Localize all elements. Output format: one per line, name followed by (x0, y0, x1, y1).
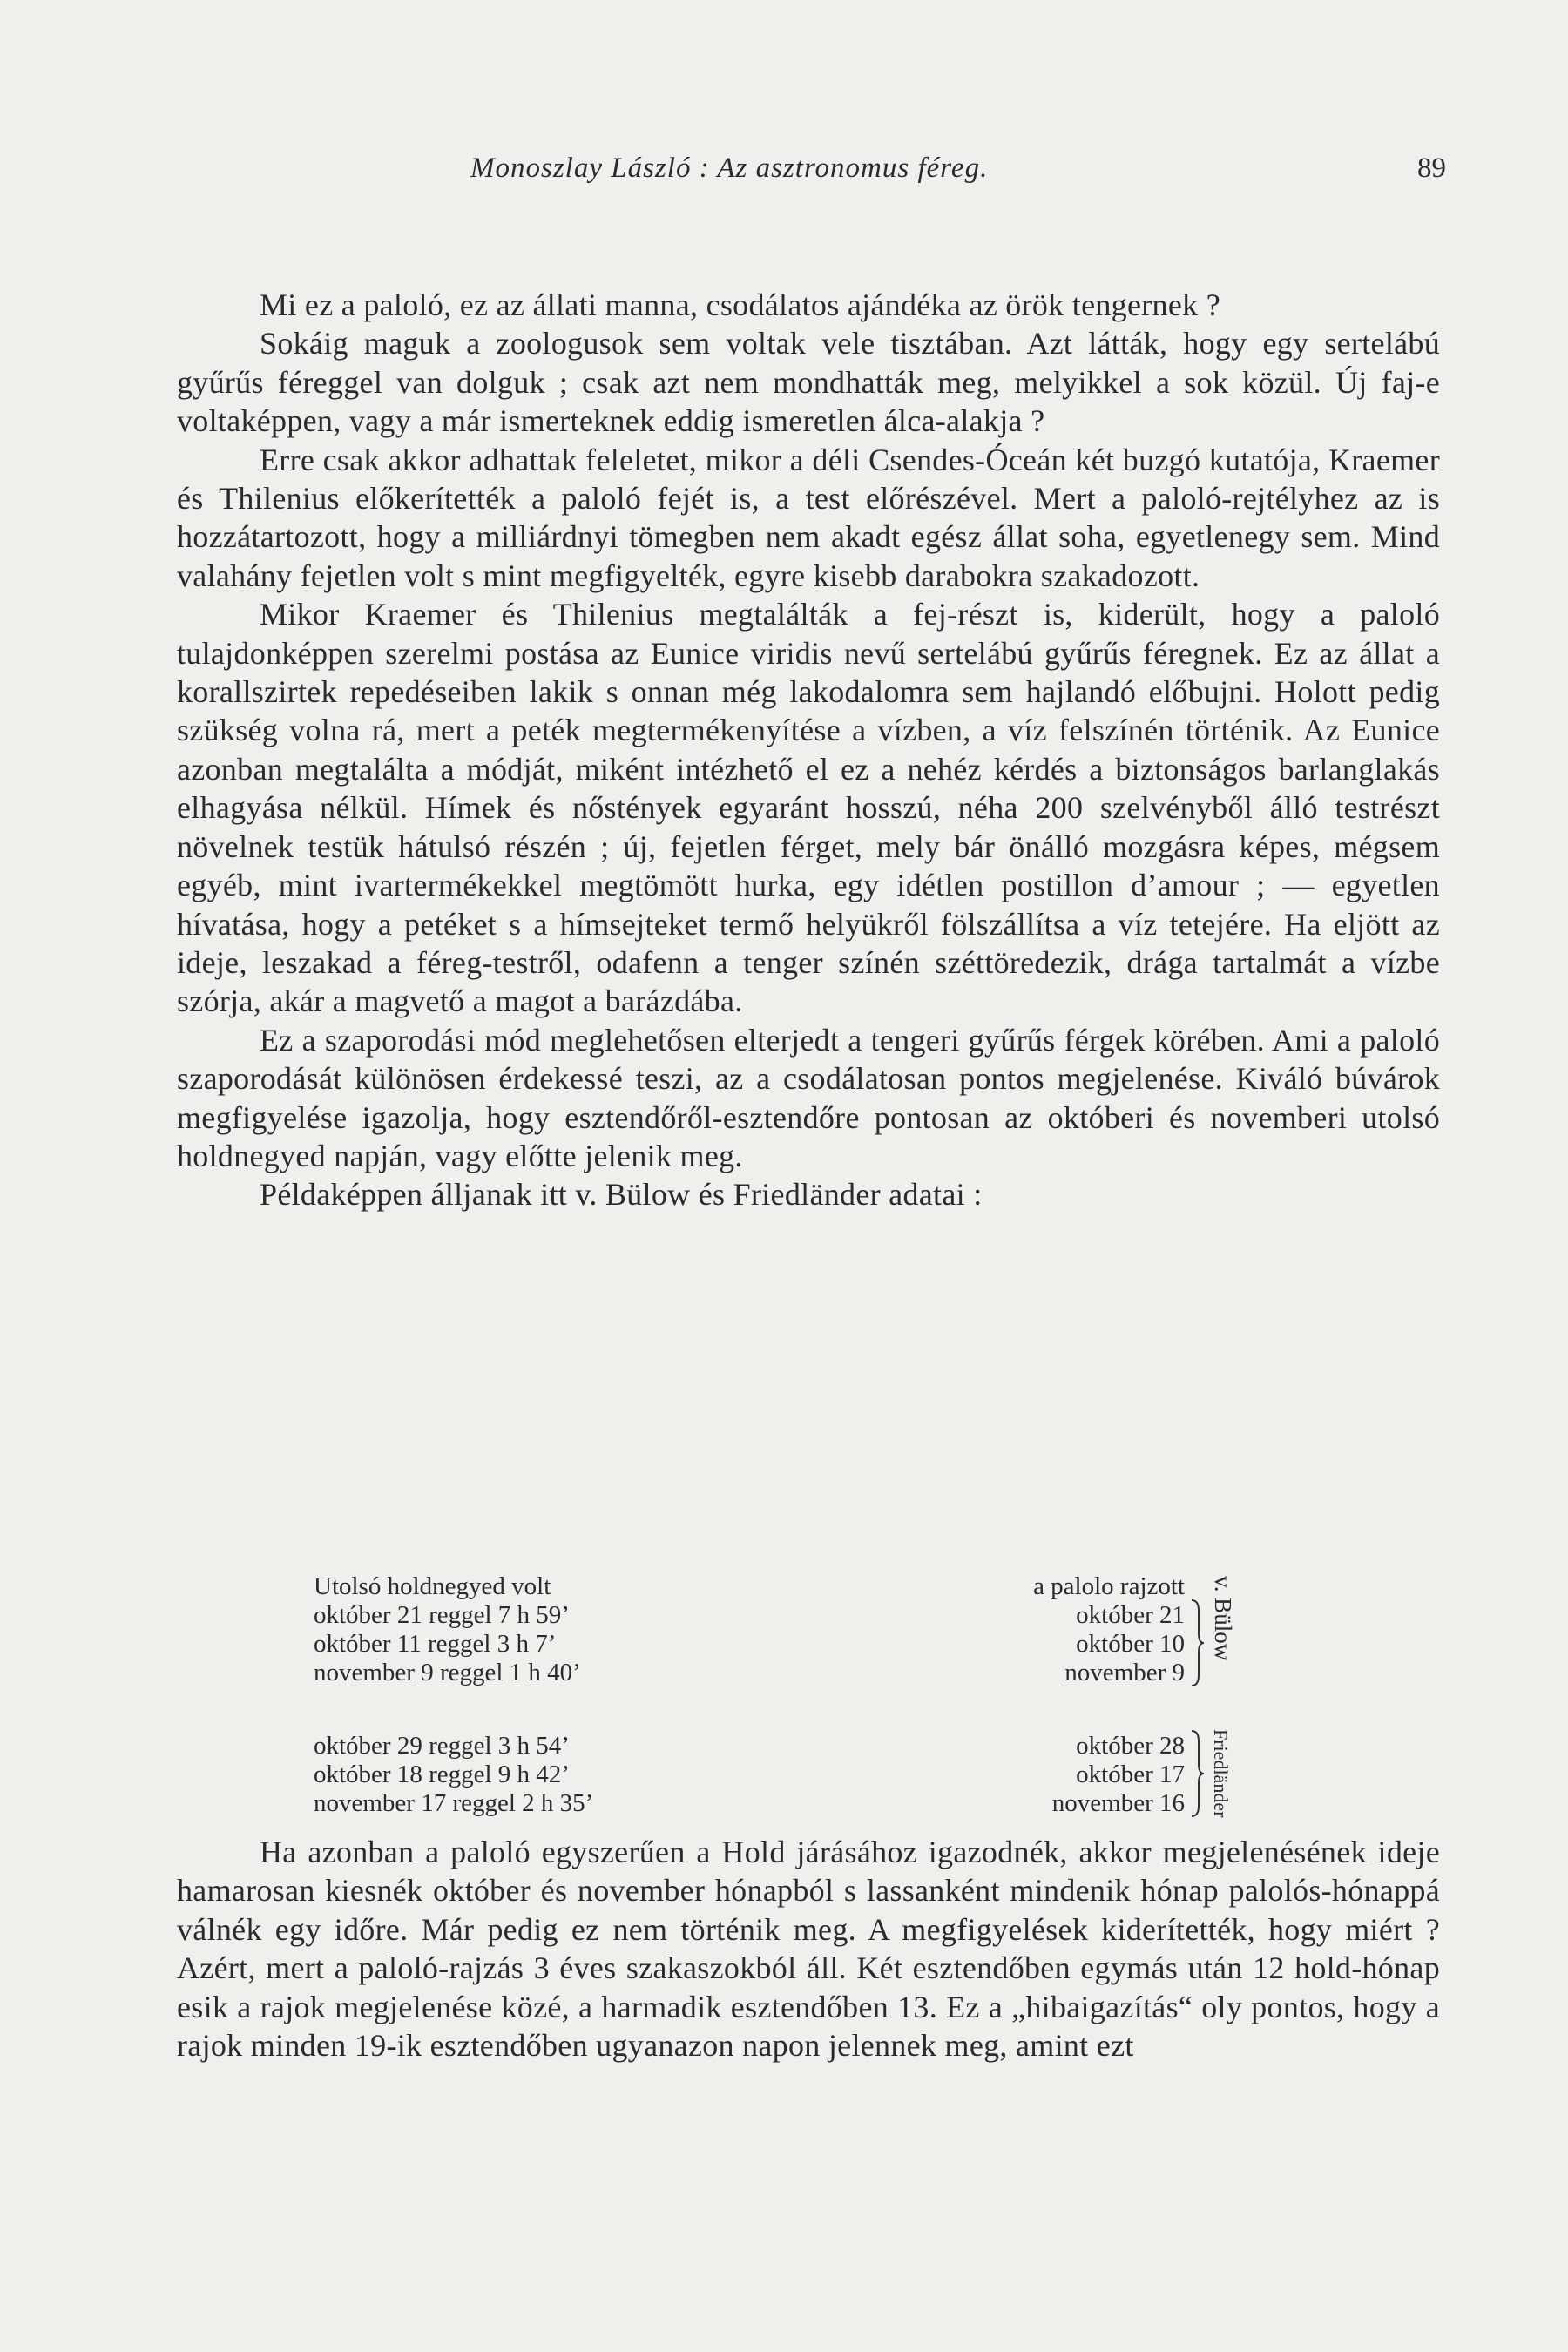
table-cell-right: november 16 (1051, 1789, 1185, 1817)
paragraph: Ez a szaporodási mód meglehetősen elterjedt a tengeri gyűrűs férgek körében. Ami a paloló szaporodását különösen érdekessé teszi, az a csodálatosan pontos megjelenése. Kiváló búvárok megfigyelése igazolja, hogy esztendőről-esztendőre pontosan az októberi és novemberi utolsó holdnegyed napján, vagy előtte jelenik meg. (177, 1022, 1440, 1173)
paragraph: Ha azonban a paloló egyszerűen a Hold járásához igazodnék, akkor megjelenésének ideje hamarosan kiesnék október és november hónapból s lassanként mindenik hónap palolós-hónappá válnék egy időre. Már pedig ez nem történik meg. A megfigyelések kiderítették, hogy miért ? Azért, mert a paloló-rajzás 3 éves szakaszokból áll. Két esztendőben egymás után 12 hold-hónap esik a rajok megjelenése közé, a harmadik esztendőben 13. Ez a „hibaigazítás“ oly pontos, hogy a rajok minden 19-ik esztendőben ugyanazon napon jelennek meg, amint ezt (177, 1835, 1440, 2064)
table-cell-left: október 18 reggel 9 h 42’ (314, 1761, 570, 1788)
paragraph: Példaképpen álljanak itt v. Bülow és Friedländer adatai : (260, 1177, 983, 1213)
table-cell-left: október 21 reggel 7 h 59’ (314, 1601, 570, 1629)
table-cell-right: október 28 (1076, 1732, 1185, 1760)
table-cell-left: november 17 reggel 2 h 35’ (314, 1789, 594, 1817)
table-cell-right: október 10 (1076, 1630, 1185, 1658)
page-number: 89 (1417, 152, 1446, 184)
table-header-row (314, 1572, 1185, 1600)
group-brace (1188, 1729, 1206, 1818)
table-header-right: a palolo rajzott (1033, 1572, 1185, 1600)
table-cell-left: október 11 reggel 3 h 7’ (314, 1630, 557, 1658)
group-label-bulow: v. Bülow (1210, 1576, 1236, 1661)
group-label-friedlander: Friedländer (1210, 1729, 1232, 1818)
table-row (314, 1789, 1185, 1817)
table-cell-left: október 29 reggel 3 h 54’ (314, 1732, 570, 1760)
main-text (177, 286, 1440, 1214)
paragraph: Mikor Kraemer és Thilenius megtalálták a fej-részt is, kiderült, hogy a paloló tulajdonképpen szerelmi postása az Eunice viridis nevű sertelábú gyűrűs féregnek. Ez az állat a korallszirtek repedéseiben lakik s onnan még lakodalomra sem hajlandó előbujni. Holott pedig szükség volna rá, mert a peték megtermékenyítése a vízben, a víz felszínén történik. Az Eunice azonban megtalálta a módját, miként intézhető el ez a nehéz kérdés a biztonságos barlanglakás elhagyása nélkül. Hímek és nőstények egyaránt hosszú, néha 200 szelvényből álló testrészt növelnek testük hátulsó részén ; új, fejetlen férget, mely bár önálló mozgásra képes, mégsem egyéb, mint ivartermékekkel megtömött hurka, egy idétlen postillon d’amour ; — egyetlen hívatása, hogy a petéket s a hímsejteket termő helyükről fölszállítsa a víz tetejére. Ha eljött az ideje, leszakad a féreg-testről, odafenn a tenger színén széttöredezik, drága tartalmát a vízbe szórja, akár a magvető a magot a barázdába. (177, 597, 1440, 1019)
paragraph: Mi ez a paloló, ez az állati manna, csodálatos ajándéka az örök tengernek ? (260, 287, 1220, 322)
table-cell-right: október 21 (1076, 1601, 1185, 1629)
table-cell-right: október 17 (1076, 1761, 1185, 1788)
paragraph: Erre csak akkor adhattak feleletet, mikor a déli Csendes-Óceán két buzgó kutatója, Kraemer és Thilenius előkerítették a paloló fejét is, a test előrészével. Mert a paloló-rejtélyhez az is hozzátartozott, hogy a milliárdnyi tömegben nem akadt egész állat soha, egyetlenegy sem. Mind valahány fejetlen volt s mint megfigyelték, egyre kisebb darabokra szakadozott. (177, 442, 1440, 593)
group-brace (1188, 1598, 1206, 1687)
table-row (314, 1732, 1185, 1760)
main-text-continued (177, 1833, 1440, 2065)
table-cell-left: november 9 reggel 1 h 40’ (314, 1659, 581, 1686)
table-row (314, 1601, 1185, 1629)
running-header (470, 152, 1446, 196)
table-cell-right: november 9 (1064, 1659, 1185, 1686)
paragraph: Sokáig maguk a zoologusok sem voltak vele tisztában. Azt látták, hogy egy sertelábú gyűrűs féreggel van dolguk ; csak azt nem mondhatták meg, melyikkel a sok közül. Új faj-e voltaképpen, vagy a már ismerteknek eddig ismeretlen álca-alakja ? (177, 326, 1440, 439)
table-row (314, 1630, 1185, 1658)
running-title: Monoszlay László : Az asztronomus féreg. (470, 152, 989, 184)
table-row (314, 1659, 1185, 1686)
table-header-left: Utolsó holdnegyed volt (314, 1572, 551, 1600)
table-row (314, 1761, 1185, 1788)
